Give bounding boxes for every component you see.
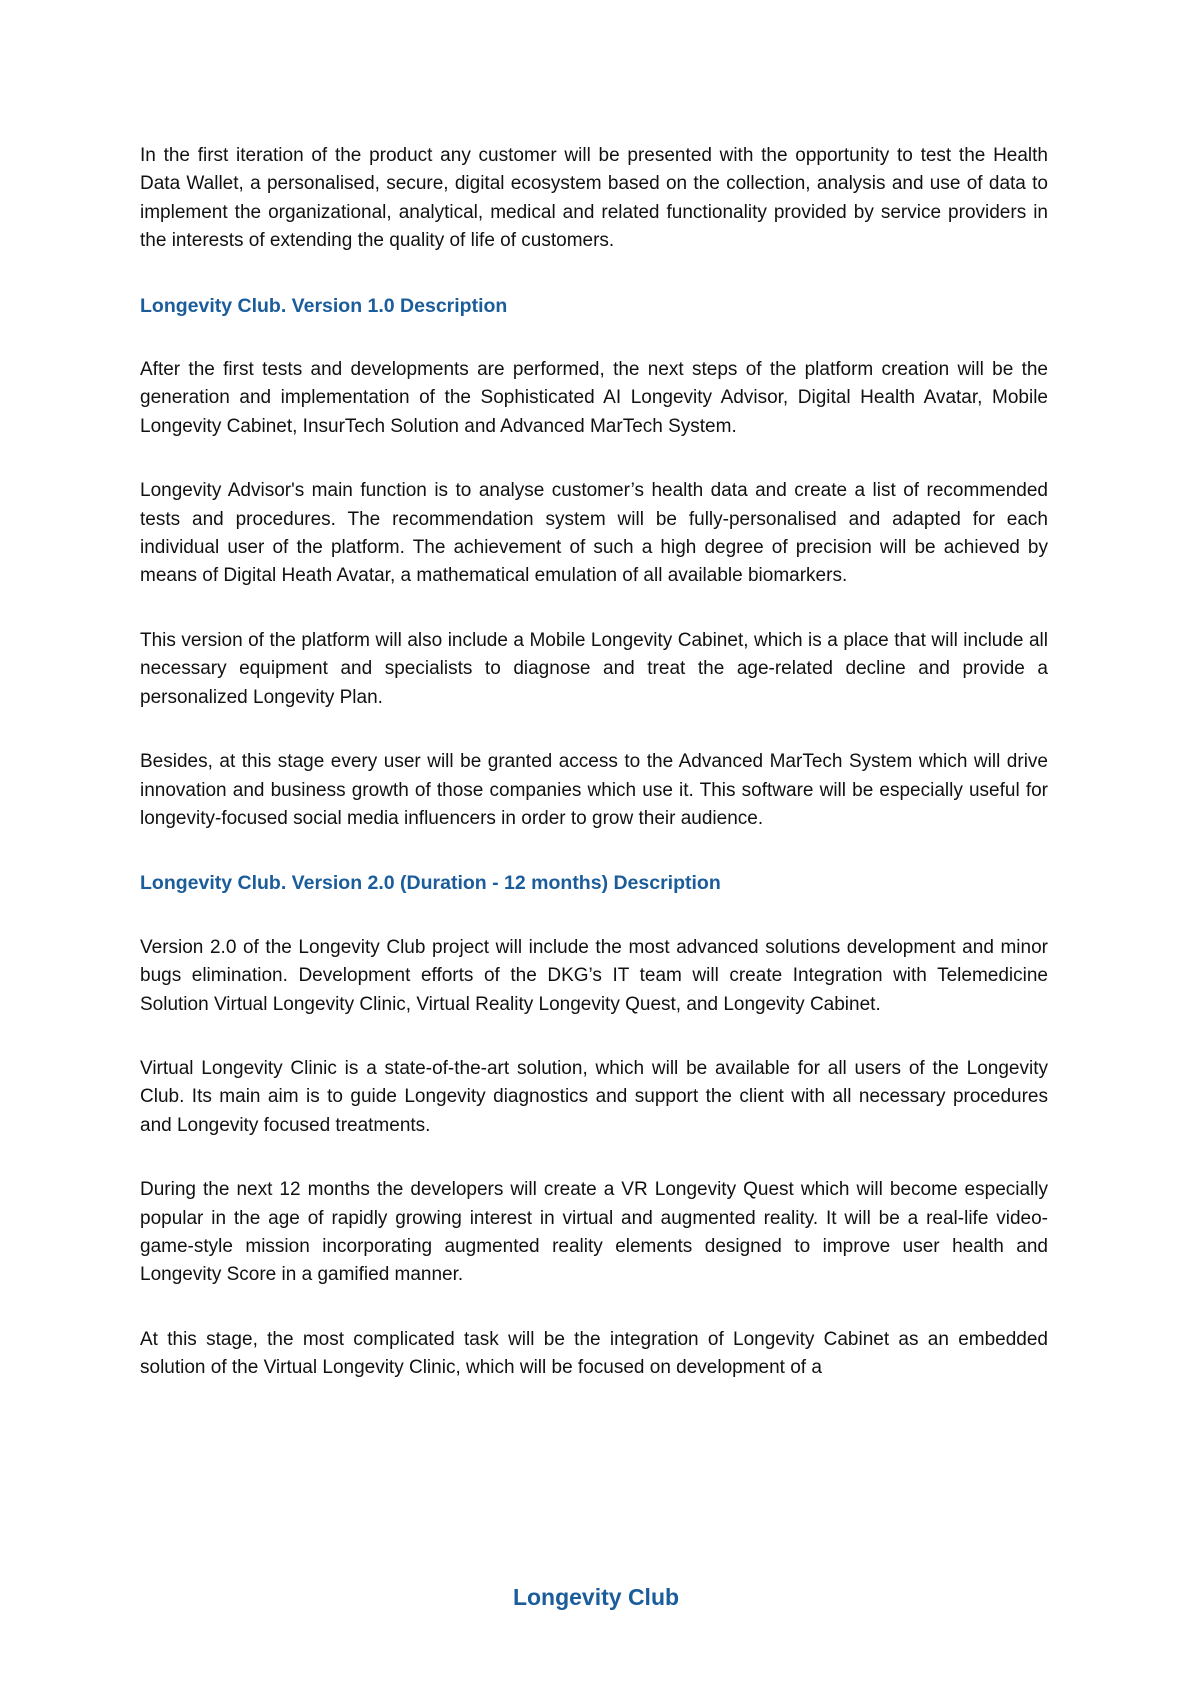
paragraph-version-1-overview: After the first tests and developments are performed, the next steps of the platform creation will be the generation and implementation of the Sophisticated AI Longevity Advisor, Digital Health Avatar, Mobile Longevity Cabinet, InsurTech Solution and Advanced MarTech System. [140, 359, 1048, 437]
paragraph-vr-longevity-quest: During the next 12 months the developers will create a VR Longevity Quest which will become especially popular in the age of rapidly growing interest in virtual and augmented reality. It will be a real-life video-game-style mission incorporating augmented reality elements designed to improve user health and Longevity Score in a gamified manner. [140, 1179, 1048, 1286]
paragraph-longevity-advisor: Longevity Advisor's main function is to analyse customer’s health data and create a list of recommended tests and procedures. The recommendation system will be fully-personalised and adapted for each individual user of the platform. The achievement of such a high degree of precision will be achieved by means of Digital Heath Avatar, a mathematical emulation of all available biomarkers. [140, 480, 1048, 587]
paragraph-longevity-cabinet-integration: At this stage, the most complicated task will be the integration of Longevity Cabinet as an embedded solution of the Virtual Longevity Clinic, which will be focused on development of a [140, 1328, 1048, 1379]
heading-version-1: Longevity Club. Version 1.0 Description [140, 294, 508, 317]
heading-version-2: Longevity Club. Version 2.0 (Duration - 12 months) Description [140, 872, 721, 895]
page-footer-title: Longevity Club [512, 1584, 680, 1610]
paragraph-martech-system: Besides, at this stage every user will be granted access to the Advanced MarTech System which will drive innovation and business growth of those companies which use it. This software will be especially useful for longevity-focused social media influencers in order to grow their audience. [140, 751, 1048, 829]
paragraph-version-2-overview: Version 2.0 of the Longevity Club project will include the most advanced solutions development and minor bugs elimination. Development efforts of the DKG’s IT team will create Integration with Telemedicine Solution Virtual Longevity Clinic, Virtual Reality Longevity Quest, and Longevity Cabinet. [140, 936, 1048, 1015]
document-body [140, 142, 1048, 1419]
paragraph-intro: In the first iteration of the product any customer will be presented with the opportunity to test the Health Data Wallet, a personalised, secure, digital ecosystem based on the collection, analysis and use of data to implement the organizational, analytical, medical and related functionality provided by service providers in the interests of extending the quality of life of customers. [140, 145, 1048, 252]
paragraph-mobile-longevity-cabinet: This version of the platform will also include a Mobile Longevity Cabinet, which is a place that will include all necessary equipment and specialists to diagnose and treat the age-related decline and provide a personalized Longevity Plan. [140, 629, 1048, 708]
paragraph-virtual-longevity-clinic: Virtual Longevity Clinic is a state-of-the-art solution, which will be available for all users of the Longevity Club. Its main aim is to guide Longevity diagnostics and support the client with all necessary procedures and Longevity focused treatments. [140, 1057, 1048, 1136]
